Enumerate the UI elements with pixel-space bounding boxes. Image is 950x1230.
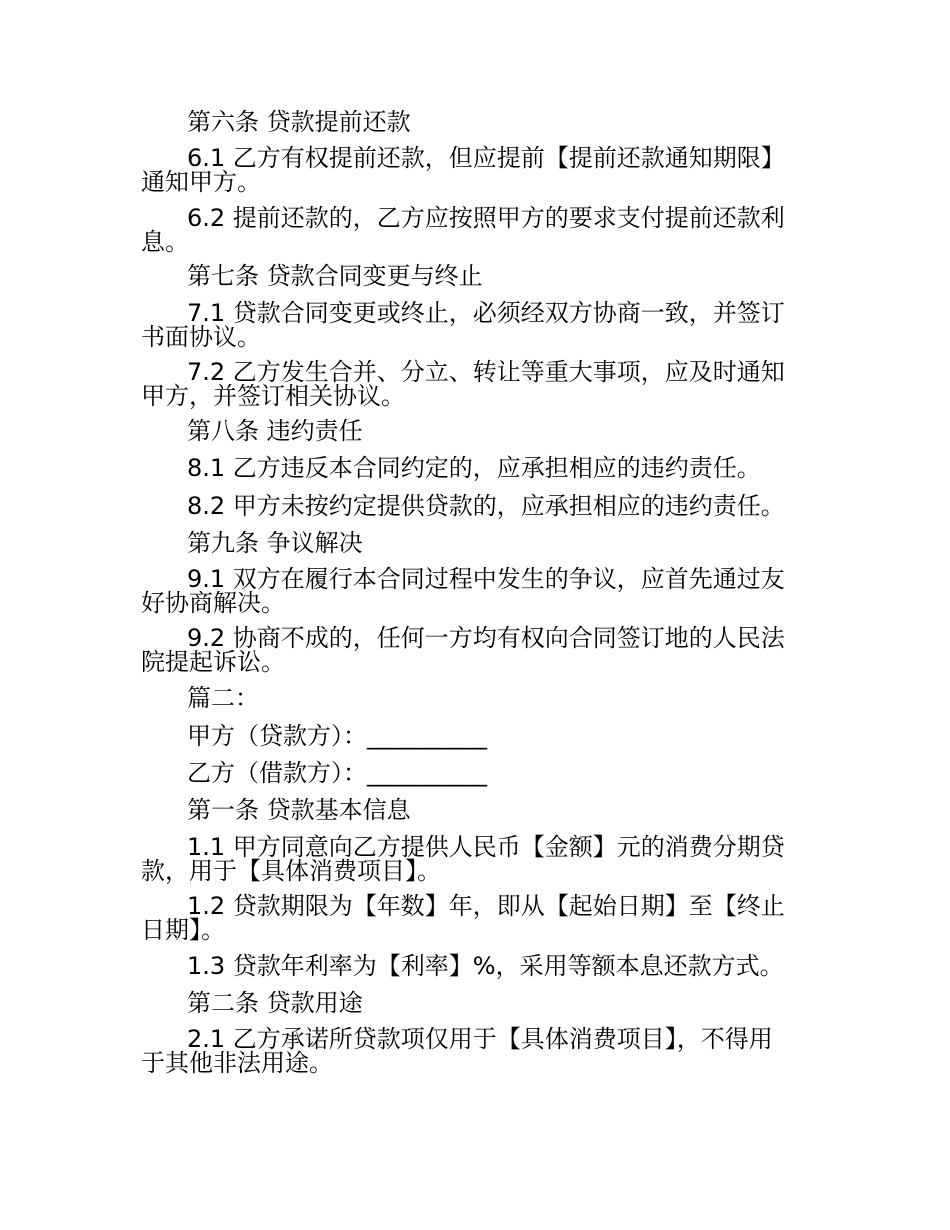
article-6-heading: 第六条 贷款提前还款 [187, 108, 411, 136]
clause-9-1-line-2: 好协商解决。 [141, 589, 285, 617]
clause-6-2-line-1: 6.2 提前还款的，乙方应按照甲方的要求支付提前还款利 [187, 204, 785, 232]
clause-1-2-line-2: 日期】。 [141, 916, 225, 944]
clause-9-2-line-1: 9.2 协商不成的，任何一方均有权向合同签订地的人民法 [187, 624, 785, 652]
clause-6-1-line-1: 6.1 乙方有权提前还款，但应提前【提前还款通知期限】 [187, 144, 785, 172]
clause-7-2-line-2: 甲方，并签订相关协议。 [141, 382, 405, 410]
clause-9-1-line-1: 9.1 双方在履行本合同过程中发生的争议，应首先通过友 [187, 565, 785, 593]
clause-7-2-line-1: 7.2 乙方发生合并、分立、转让等重大事项，应及时通知 [187, 358, 785, 386]
clause-8-2: 8.2 甲方未按约定提供贷款的，应承担相应的违约责任。 [187, 492, 785, 520]
clause-1-1-line-2: 款，用于【具体消费项目】。 [141, 857, 441, 885]
clause-6-2-line-2: 息。 [141, 228, 189, 256]
party-b-line: 乙方（借款方）：__________ [187, 759, 487, 787]
clause-9-2-line-2: 院提起诉讼。 [141, 648, 285, 676]
clause-6-1-line-2: 通知甲方。 [141, 168, 261, 196]
article-7-heading: 第七条 贷款合同变更与终止 [187, 262, 483, 290]
clause-2-1-line-1: 2.1 乙方承诺所贷款项仅用于【具体消费项目】，不得用 [187, 1025, 773, 1053]
clause-1-3: 1.3 贷款年利率为【利率】%，采用等额本息还款方式。 [187, 952, 784, 980]
article-1-heading: 第一条 贷款基本信息 [187, 796, 411, 824]
clause-7-1-line-1: 7.1 贷款合同变更或终止，必须经双方协商一致，并签订 [187, 299, 785, 327]
clause-7-1-line-2: 书面协议。 [141, 323, 261, 351]
clause-1-1-line-1: 1.1 甲方同意向乙方提供人民币【金额】元的消费分期贷 [187, 833, 785, 861]
article-8-heading: 第八条 违约责任 [187, 417, 363, 445]
clause-1-2-line-1: 1.2 贷款期限为【年数】年，即从【起始日期】至【终止 [187, 892, 785, 920]
part-2-heading: 篇二： [187, 684, 259, 712]
clause-2-1-line-2: 于其他非法用途。 [141, 1049, 333, 1077]
article-9-heading: 第九条 争议解决 [187, 529, 363, 557]
article-2-heading: 第二条 贷款用途 [187, 989, 363, 1017]
party-a-line: 甲方（贷款方）：__________ [187, 722, 487, 750]
clause-8-1: 8.1 乙方违反本合同约定的，应承担相应的违约责任。 [187, 454, 761, 482]
